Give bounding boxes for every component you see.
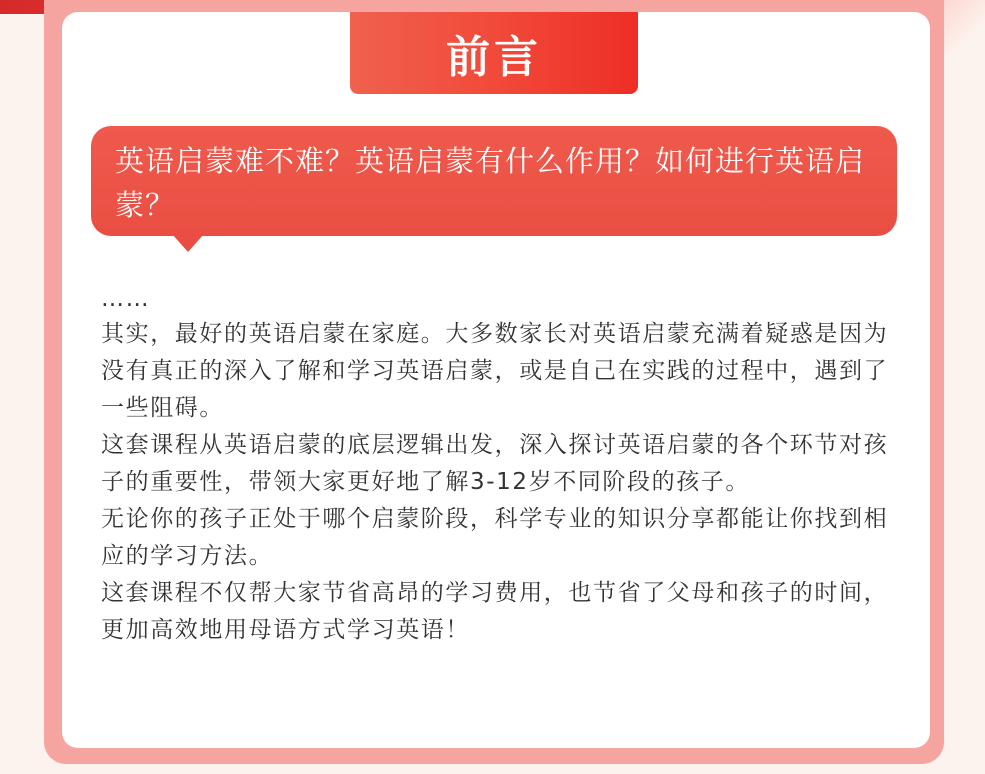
paragraph: 无论你的孩子正处于哪个启蒙阶段，科学专业的知识分享都能让你找到相应的学习方法。 — [101, 506, 889, 569]
question-text: 英语启蒙难不难？英语启蒙有什么作用？如何进行英语启蒙？ — [115, 144, 866, 222]
paragraph: 这套课程从英语启蒙的底层逻辑出发，深入探讨英语启蒙的各个环节对孩子的重要性，带领大家更好地了解3-12岁不同阶段的孩子。 — [101, 432, 889, 495]
ellipsis-text: …… — [101, 286, 151, 312]
paragraph: 其实，最好的英语启蒙在家庭。大多数家长对英语启蒙充满着疑惑是因为没有真正的深入了解和学习英语启蒙，或是自己在实践的过程中，遇到了一些阻碍。 — [101, 321, 889, 421]
intro-body — [101, 282, 901, 649]
question-bubble-tail — [172, 234, 204, 252]
paragraph: 这套课程不仅帮大家节省高昂的学习费用，也节省了父母和孩子的时间，更加高效地用母语方式学习英语！ — [101, 580, 889, 643]
question-bubble — [91, 126, 897, 236]
heading-tab — [350, 12, 638, 94]
page-title: 前言 — [446, 32, 542, 83]
